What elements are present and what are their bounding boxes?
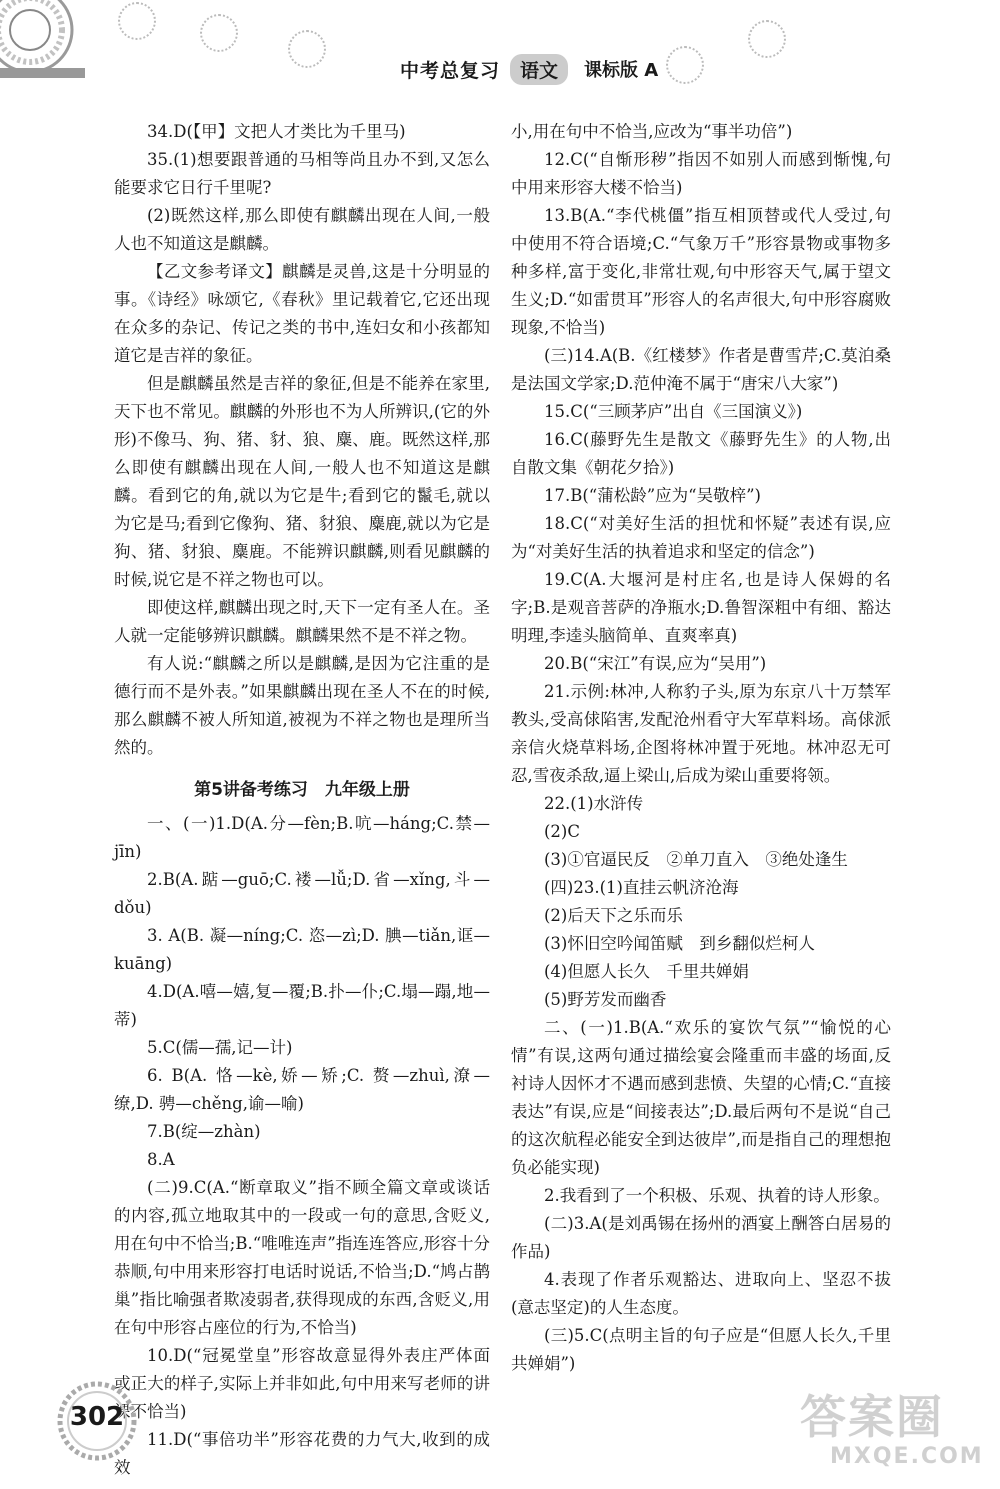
paragraph: 5.C(儒—孺,记—计) [147,1038,293,1057]
subject-badge: 语文 [510,54,568,85]
paragraph: 但是麒麟虽然是吉祥的象征,但是不能养在家里,天下也不常见。麒麟的外形也不为人所辨识,(它的外形)不像马、狗、猪、豺、狼、麋、鹿。既然这样,那么即使有麒麟出现在人间,一般人也不知道这是麒麟。看到它的角,就以为它是牛;看到它的鬣毛,就以为它是马;看到它像狗、猪、豺狼、麋鹿,就以为它是狗、猪、豺狼、麋鹿。不能辨识麒麟,则看见麒麟的时候,说它是不祥之物也可以。 [114,374,490,589]
page-header [400,52,658,86]
paragraph: (5)野芳发而幽香 [544,990,667,1009]
paragraph: (2)后天下之乐而乐 [544,906,683,925]
paragraph: 16.C(藤野先生是散文《藤野先生》的人物,出自散文集《朝花夕拾》) [511,430,891,477]
paragraph: 2.B(A.踮—guō;C.褛—lǚ;D.省—xǐng,斗—dǒu) [114,870,490,917]
corner-decoration-icon [0,0,95,95]
paragraph: (二)9.C(A.“断章取义”指不顾全篇文章或谈话的内容,孤立地取其中的一段或一句的意思,含贬义,用在句中不恰当;B.“唯唯连声”指连连答应,形容十分恭顺,句中用来形容打电话时说话,不恰当;D.“鸠占鹊巢”指比喻强者欺凌弱者,获得现成的东西,含贬义,用在句中形容占座位的行为,不恰当) [114,1178,490,1337]
paragraph: (4)但愿人长久 千里共婵娟 [544,962,749,981]
paragraph: 21.示例:林冲,人称豹子头,原为东京八十万禁军教头,受高俅陷害,发配沧州看守大军草料场。高俅派亲信火烧草料场,企图将林冲置于死地。林冲忍无可忍,雪夜杀敌,逼上梁山,后成为梁山重要将领。 [511,682,891,785]
paragraph: (2)C [544,822,580,841]
page-number: 302 [69,1402,125,1432]
edition-label: 课标版 A [584,60,659,81]
paragraph: 2.我看到了一个积极、乐观、执着的诗人形象。 [544,1186,890,1205]
watermark-url: MXQE.COM [830,1444,984,1469]
paragraph: 小,用在句中不恰当,应改为“事半功倍”) [511,122,793,141]
section-heading: 第5讲备考练习 九年级上册 [194,780,410,800]
paragraph: 18.C(“对美好生活的担忧和怀疑”表述有误,应为“对美好生活的执着追求和坚定的信念”) [511,514,891,561]
paragraph: (三)5.C(点明主旨的句子应是“但愿人长久,千里共婵娟”) [511,1326,891,1373]
book-title: 中考总复习 [400,59,501,82]
paragraph: (3)①官逼民反 ②单刀直入 ③绝处逢生 [544,850,848,869]
paragraph: (3)怀旧空吟闻笛赋 到乡翻似烂柯人 [544,934,815,953]
watermark [800,1390,985,1480]
paragraph: 4.表现了作者乐观豁达、进取向上、坚忍不拔(意志坚定)的人生态度。 [511,1270,891,1317]
paragraph: 6. B(A. 恪—kè,娇—矫;C. 赘—zhuì,潦—缭,D. 骋—chěng,谕—喻) [114,1066,490,1113]
paragraph: 20.B(“宋江”有误,应为“吴用”) [544,654,767,673]
paragraph: 4.D(A.嘻—嬉,复—覆;B.扑—仆;C.塌—蹋,地—蒂) [114,982,490,1029]
paragraph: (2)既然这样,那么即使有麒麟出现在人间,一般人也不知道这是麒麟。 [114,206,490,253]
paragraph: 11.D(“事倍功半”形容花费的力气大,收到的成效 [114,1430,490,1477]
paragraph: (三)14.A(B.《红楼梦》作者是曹雪芹;C.莫泊桑是法国文学家;D.范仲淹不属于“唐宋八大家”) [511,346,891,393]
paragraph: 35.(1)想要跟普通的马相等尚且办不到,又怎么能要求它日行千里呢? [114,150,490,197]
watermark-logo-text: 答案圈 [800,1390,944,1444]
paragraph: 10.D(“冠冕堂皇”形容故意显得外表庄严体面或正大的样子,实际上并非如此,句中用来写老师的讲课不恰当) [114,1346,490,1421]
paragraph: 17.B(“蒲松龄”应为“吴敬梓”) [544,486,761,505]
paragraph: (四)23.(1)直挂云帆济沧海 [544,878,739,897]
paragraph: 12.C(“自惭形秽”指因不如别人而感到惭愧,句中用来形容大楼不恰当) [511,150,891,197]
paragraph: 13.B(A.“李代桃僵”指互相顶替或代人受过,句中使用不符合语境;C.“气象万千”形容景物或事物多种多样,富于变化,非常壮观,句中形容天气,属于望文生义;D.“如雷贯耳”形容人的名声很大,句中形容腐败现象,不恰当) [511,206,891,337]
dotted-circle-icon [666,46,704,84]
paragraph: 【乙文参考译文】麒麟是灵兽,这是十分明显的事。《诗经》咏颂它,《春秋》里记载着它,它还出现在众多的杂记、传记之类的书中,连妇女和小孩都知道它是吉祥的象征。 [114,262,490,365]
right-column [511,118,891,1378]
paragraph: 15.C(“三顾茅庐”出自《三国演义》) [544,402,803,421]
paragraph: 34.D(【甲】文把人才类比为千里马) [147,122,406,141]
paragraph: (二)3.A(是刘禹锡在扬州的酒宴上酬答白居易的作品) [511,1214,891,1261]
paragraph: 19.C(A.大堰河是村庄名,也是诗人保姆的名字;B.是观音菩萨的净瓶水;D.鲁智深粗中有细、豁达明理,李逵头脑简单、直爽率真) [511,570,891,645]
paragraph: 7.B(绽—zhàn) [147,1122,261,1141]
page-number-badge [56,1380,138,1462]
left-column [114,118,490,1482]
paragraph: 二、(一)1.B(A.“欢乐的宴饮气氛”“愉悦的心情”有误,这两句通过描绘宴会隆重而丰盛的场面,反衬诗人因怀才不遇而感到悲愤、失望的心情;C.“直接表达”有误,应是“间接表达”;D.最后两句不是说“自己的这次航程必能安全到达彼岸”,而是指自己的理想抱负必能实现) [511,1018,891,1177]
paragraph: 一、(一)1.D(A.分—fèn;B.吭—háng;C.禁—jīn) [114,814,490,861]
paragraph: 22.(1)水浒传 [544,794,644,813]
dotted-circle-icon [200,14,238,52]
dotted-circle-icon [118,2,156,40]
dotted-circle-icon [288,30,326,68]
paragraph: 有人说:“麒麟之所以是麒麟,是因为它注重的是德行而不是外表。”如果麒麟出现在圣人不在的时候,那么麒麟不被人所知道,被视为不祥之物也是理所当然的。 [114,654,490,757]
dotted-circle-icon [748,20,786,58]
paragraph: 即使这样,麒麟出现之时,天下一定有圣人在。圣人就一定能够辨识麒麟。麒麟果然不是不祥之物。 [114,598,490,645]
paragraph: 8.A [147,1150,175,1169]
paragraph: 3. A(B. 凝—níng;C. 恣—zì;D. 腆—tiǎn,诓—kuāng) [114,926,490,973]
